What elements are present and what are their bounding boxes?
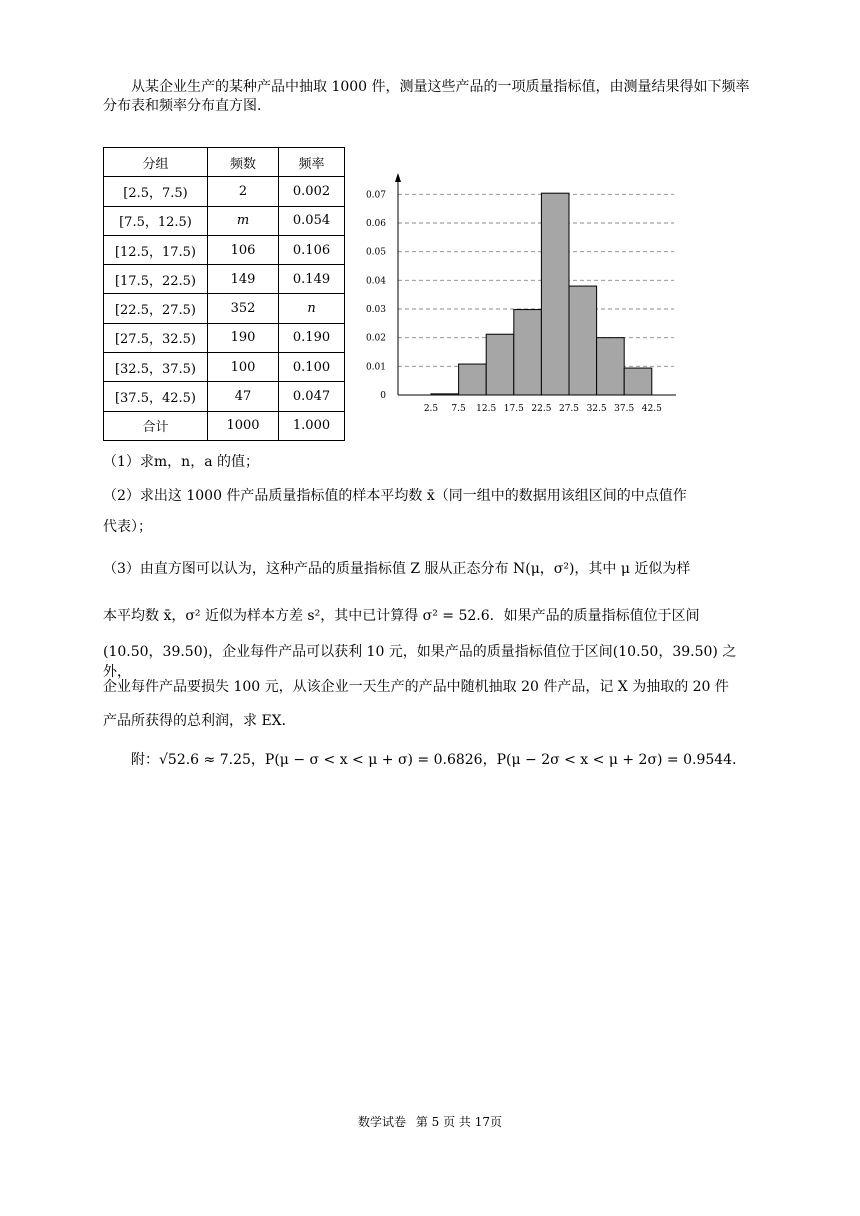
y-tick-label: 0: [380, 391, 386, 401]
y-tick-label: 0.07: [365, 190, 386, 201]
histogram-bar: [459, 364, 487, 395]
y-tick-label: 0.06: [365, 219, 386, 229]
table-cell: 1.000: [279, 411, 345, 440]
histogram-bar: [597, 338, 625, 395]
table-cell: 1000: [208, 411, 279, 440]
question-1: （1）求m，n，a 的值；: [103, 454, 259, 470]
question-2-line-2: 代表）；: [103, 519, 152, 535]
question-3-line-3: (10.50，39.50)，企业每件产品可以获利 10 元，如果产品的质量指标值位于区间(10.50，39.50) 之外，: [103, 644, 737, 680]
table-cell: 100: [208, 353, 279, 382]
table-header-row: [104, 148, 345, 177]
table-cell: [2.5，7.5): [104, 177, 208, 206]
table-row: [104, 294, 345, 323]
histogram-bar: [569, 286, 597, 395]
table-cell: 190: [208, 323, 279, 352]
table-row: [104, 206, 345, 235]
table-cell: [12.5，17.5): [104, 235, 208, 264]
table-row: [104, 353, 345, 382]
table-cell: n: [279, 294, 345, 323]
intro-paragraph: 从某企业生产的某种产品中抽取 1000 件，测量这些产品的一项质量指标值，由测量结果得如下频率分布表和频率分布直方图．: [103, 79, 750, 114]
x-tick-label: 7.5: [451, 404, 466, 414]
table-cell: 0.149: [279, 265, 345, 294]
x-tick-label: 17.5: [503, 404, 524, 414]
table-header: 分组: [104, 148, 208, 177]
table-cell: 106: [208, 235, 279, 264]
appendix-formulas: 附：√52.6 ≈ 7.25，P(μ − σ < x < μ + σ) = 0.6826，P(μ − 2σ < x < μ + 2σ) = 0.9544．: [131, 752, 747, 768]
table-total-row: [104, 411, 345, 440]
histogram-svg: [362, 168, 682, 420]
question-3-line-2: 本平均数 x̄，σ² 近似为样本方差 s²，其中已计算得 σ² = 52.6．如果产品的质量指标值位于区间: [103, 608, 700, 624]
table-row: [104, 265, 345, 294]
y-axis-arrow-icon: [395, 173, 401, 182]
table-row: [104, 382, 345, 411]
table-cell: 47: [208, 382, 279, 411]
footer-page-number: 第 5 页 共 17页: [415, 1115, 502, 1129]
question-2-line-1: （2）求出这 1000 件产品质量指标值的样本平均数 x̄（同一组中的数据用该组区间的中点值作: [103, 488, 687, 504]
question-3-line-4: 企业每件产品要损失 100 元，从该企业一天生产的产品中随机抽取 20 件产品，记 X 为抽取的 20 件: [103, 679, 729, 695]
x-tick-label: 42.5: [641, 404, 662, 414]
table-cell: 0.054: [279, 206, 345, 235]
table-cell: 352: [208, 294, 279, 323]
table-cell: 0.100: [279, 353, 345, 382]
table-cell: 0.106: [279, 235, 345, 264]
table-cell: [17.5，22.5): [104, 265, 208, 294]
histogram-bar: [486, 334, 514, 395]
x-tick-label: 2.5: [423, 404, 439, 414]
question-3-line-5: 产品所获得的总利润，求 EX．: [103, 713, 296, 729]
question-3-line-1: （3）由直方图可以认为，这种产品的质量指标值 Z 服从正态分布 N(μ，σ²)，其中 μ 近似为样: [103, 561, 691, 577]
x-tick-label: 12.5: [476, 404, 497, 414]
x-tick-label: 27.5: [558, 404, 580, 414]
table-cell: m: [208, 206, 279, 235]
y-tick-label: 0.04: [365, 276, 386, 287]
y-tick-label: 0.03: [365, 305, 386, 315]
page-footer: [0, 1113, 860, 1130]
table-cell: 0.047: [279, 382, 345, 411]
footer-subject: 数学试卷: [357, 1115, 406, 1129]
histogram-bar: [514, 310, 542, 395]
table-header: 频数: [208, 148, 279, 177]
x-tick-label: 32.5: [586, 404, 607, 414]
table-cell: 0.190: [279, 323, 345, 352]
table-row: [104, 323, 345, 352]
table-cell: 149: [208, 265, 279, 294]
table-cell: [27.5，32.5): [104, 323, 208, 352]
histogram-chart: [362, 168, 682, 420]
histogram-bar: [624, 368, 652, 395]
table-cell: [37.5，42.5): [104, 382, 208, 411]
table-cell: 合计: [104, 411, 208, 440]
x-tick-label: 37.5: [614, 404, 635, 414]
frequency-table: [103, 147, 345, 441]
y-tick-label: 0.05: [365, 247, 386, 258]
table-cell: 2: [208, 177, 279, 206]
y-tick-label: 0.01: [365, 362, 386, 373]
table-cell: 0.002: [279, 177, 345, 206]
x-tick-label: 22.5: [531, 404, 552, 414]
y-tick-label: 0.02: [365, 333, 386, 344]
table-row: [104, 177, 345, 206]
histogram-bar: [541, 193, 569, 395]
table-row: [104, 235, 345, 264]
table-header: 频率: [279, 148, 345, 177]
table-cell: [32.5，37.5): [104, 353, 208, 382]
table-cell: [7.5，12.5): [104, 206, 208, 235]
table-cell: [22.5，27.5): [104, 294, 208, 323]
